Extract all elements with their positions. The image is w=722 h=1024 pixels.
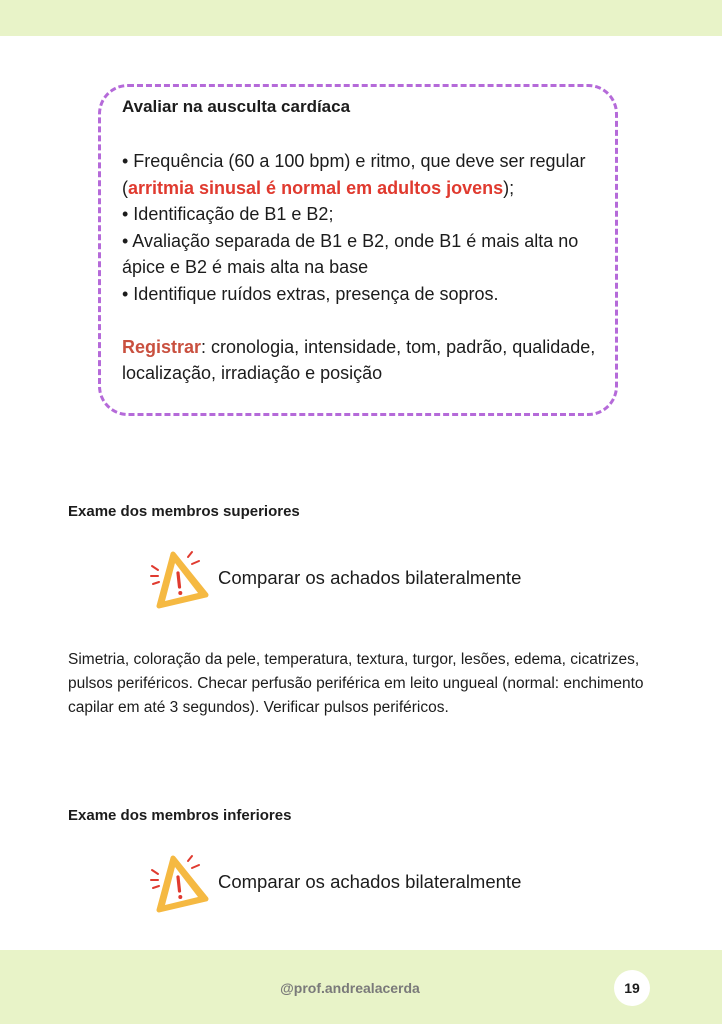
sinus-arrhythmia-highlight: arritmia sinusal é normal em adultos jovens — [128, 177, 504, 198]
card-bullet-separate: • Avaliação separada de B1 e B2, onde B1 é mais alta no ápice e B2 é mais alta na base — [122, 230, 579, 277]
card-bullet-rhythm: • Frequência (60 a 100 bpm) e ritmo, que deve ser regular (arritmia sinusal é normal em adultos jovens); — [122, 151, 586, 198]
card-title: Avaliar na ausculta cardíaca — [122, 97, 351, 116]
warning-triangle-icon — [148, 853, 210, 913]
page-number: 19 — [614, 970, 650, 1006]
upper-limbs-title: Exame dos membros superiores — [68, 503, 300, 520]
upper-warning-text: Comparar os achados bilateralmente — [218, 567, 522, 588]
footer-handle: @prof.andrealacerda — [280, 980, 420, 996]
auscultation-card — [98, 84, 618, 416]
upper-warning — [148, 549, 588, 609]
card-body — [122, 148, 597, 387]
card-register: Registrar: cronologia, intensidade, tom, padrão, qualidade, localização, irradiação e posição — [122, 336, 596, 383]
card-bullet-extras: • Identifique ruídos extras, presença de sopros. — [122, 283, 499, 304]
register-label: Registrar — [122, 336, 202, 357]
upper-limbs-paragraph: Simetria, coloração da pele, temperatura, textura, turgor, lesões, edema, cicatrizes, pulsos periféricos. Checar perfusão periférica em leito ungueal (normal: enchimento capilar em até 3 segundos). Verificar pulsos periféricos. — [68, 651, 644, 716]
card-bullet-identify: • Identificação de B1 e B2; — [122, 204, 334, 224]
lower-warning — [148, 853, 588, 913]
top-band — [0, 0, 722, 36]
lower-warning-text: Comparar os achados bilateralmente — [218, 871, 522, 892]
lower-limbs-title: Exame dos membros inferiores — [68, 807, 292, 824]
warning-triangle-icon — [148, 549, 210, 609]
